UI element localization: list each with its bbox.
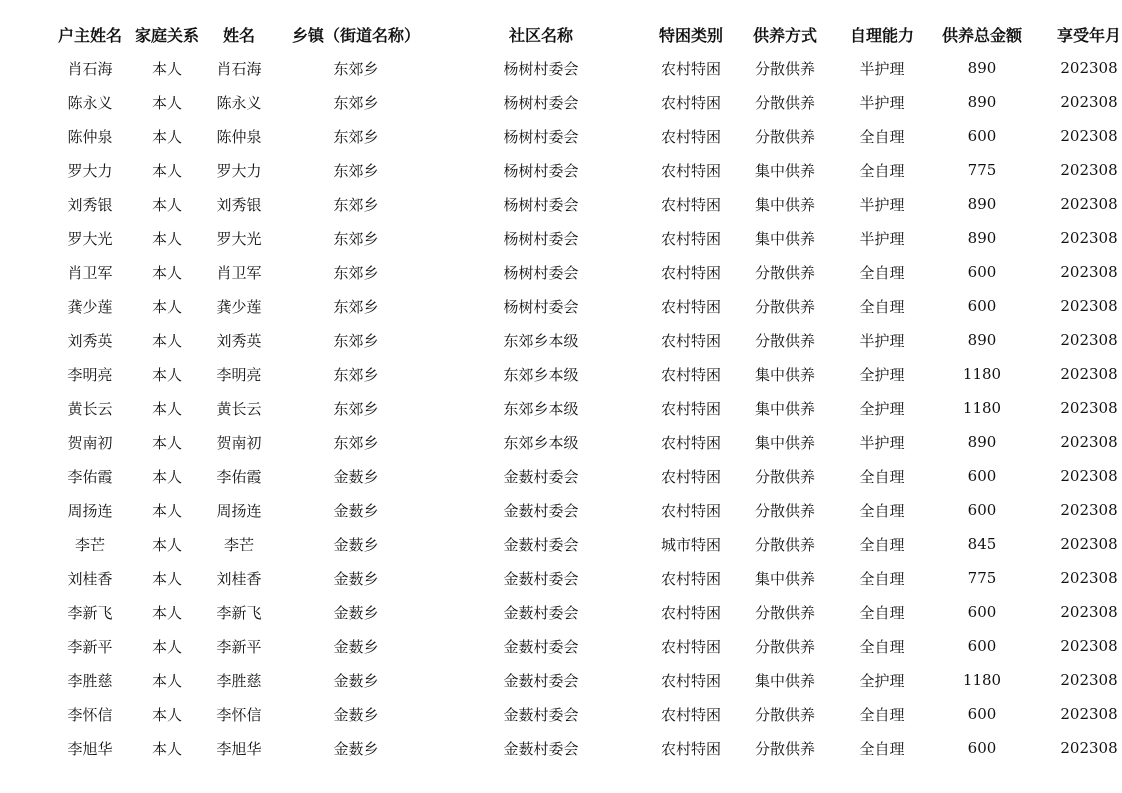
table-cell: 半护理 — [859, 331, 905, 350]
table-cell: 刘秀银 — [216, 195, 262, 214]
table-cell: 农村特困 — [660, 59, 721, 78]
table-cell: 全护理 — [859, 399, 905, 418]
header-row — [48, 17, 1122, 51]
table-cell: 李佑霞 — [216, 467, 262, 486]
table-cell: 金薮乡 — [333, 535, 379, 554]
table-cell: 本人 — [151, 195, 182, 214]
table-row — [48, 119, 1122, 153]
table-cell: 李胜慈 — [67, 671, 113, 690]
table-cell: 本人 — [151, 365, 182, 384]
table-cell: 600 — [967, 127, 997, 145]
column-header: 社区名称 — [508, 25, 573, 45]
table-cell: 890 — [967, 59, 997, 77]
table-cell: 全自理 — [859, 297, 905, 316]
table-row — [48, 731, 1122, 765]
table-cell: 本人 — [151, 263, 182, 282]
table-row — [48, 323, 1122, 357]
table-cell: 周扬连 — [216, 501, 262, 520]
table-cell: 肖石海 — [216, 59, 262, 78]
table-cell: 杨树村委会 — [503, 161, 579, 180]
table-cell: 202308 — [1060, 127, 1118, 145]
table-cell: 202308 — [1060, 399, 1118, 417]
table-cell: 农村特困 — [660, 297, 721, 316]
table-cell: 集中供养 — [754, 399, 815, 418]
table-cell: 陈永义 — [216, 93, 262, 112]
table-cell: 集中供养 — [754, 433, 815, 452]
table-cell: 全护理 — [859, 365, 905, 384]
table-cell: 杨树村委会 — [503, 195, 579, 214]
table-cell: 202308 — [1060, 501, 1118, 519]
table-cell: 分散供养 — [754, 637, 815, 656]
table-cell: 农村特困 — [660, 365, 721, 384]
table-row — [48, 221, 1122, 255]
table-cell: 本人 — [151, 161, 182, 180]
table-cell: 金薮乡 — [333, 603, 379, 622]
table-row — [48, 595, 1122, 629]
table-cell: 分散供养 — [754, 93, 815, 112]
table-cell: 东郊乡 — [333, 195, 379, 214]
table-cell: 东郊乡本级 — [503, 433, 579, 452]
table-cell: 陈仲泉 — [67, 127, 113, 146]
table-row — [48, 255, 1122, 289]
table-cell: 本人 — [151, 229, 182, 248]
table-cell: 集中供养 — [754, 569, 815, 588]
table-cell: 龚少莲 — [67, 297, 113, 316]
table-cell: 农村特困 — [660, 467, 721, 486]
table-cell: 农村特困 — [660, 569, 721, 588]
table-cell: 本人 — [151, 297, 182, 316]
column-header: 自理能力 — [849, 25, 914, 45]
table-cell: 农村特困 — [660, 331, 721, 350]
table-cell: 农村特困 — [660, 501, 721, 520]
table-cell: 黄长云 — [216, 399, 262, 418]
column-header: 家庭关系 — [134, 25, 199, 45]
table-cell: 202308 — [1060, 161, 1118, 179]
table-cell: 集中供养 — [754, 195, 815, 214]
table-cell: 775 — [967, 161, 997, 179]
table-cell: 202308 — [1060, 331, 1118, 349]
table-cell: 东郊乡 — [333, 93, 379, 112]
table-cell: 金薮村委会 — [503, 569, 579, 588]
table-row — [48, 289, 1122, 323]
table-cell: 东郊乡 — [333, 229, 379, 248]
table-cell: 李胜慈 — [216, 671, 262, 690]
table-cell: 金薮乡 — [333, 467, 379, 486]
table-cell: 本人 — [151, 59, 182, 78]
table-cell: 金薮村委会 — [503, 467, 579, 486]
table-cell: 杨树村委会 — [503, 127, 579, 146]
table-cell: 本人 — [151, 93, 182, 112]
table-cell: 本人 — [151, 603, 182, 622]
table-cell: 农村特困 — [660, 195, 721, 214]
table-cell: 分散供养 — [754, 467, 815, 486]
support-recipients-table — [48, 17, 1122, 765]
table-cell: 金薮村委会 — [503, 671, 579, 690]
table-cell: 东郊乡 — [333, 433, 379, 452]
table-cell: 贺南初 — [67, 433, 113, 452]
table-cell: 刘秀银 — [67, 195, 113, 214]
table-cell: 李明亮 — [216, 365, 262, 384]
table-cell: 全自理 — [859, 263, 905, 282]
table-cell: 分散供养 — [754, 705, 815, 724]
table-cell: 农村特困 — [660, 399, 721, 418]
table-cell: 贺南初 — [216, 433, 262, 452]
table-cell: 890 — [967, 433, 997, 451]
table-cell: 金薮乡 — [333, 705, 379, 724]
table-cell: 分散供养 — [754, 127, 815, 146]
table-cell: 东郊乡 — [333, 59, 379, 78]
table-cell: 金薮村委会 — [503, 535, 579, 554]
table-cell: 半护理 — [859, 93, 905, 112]
table-cell: 金薮乡 — [333, 671, 379, 690]
table-cell: 金薮乡 — [333, 501, 379, 520]
table-cell: 全自理 — [859, 637, 905, 656]
table-row — [48, 697, 1122, 731]
table-cell: 1180 — [962, 671, 1002, 689]
table-cell: 农村特困 — [660, 263, 721, 282]
table-cell: 城市特困 — [660, 535, 721, 554]
column-header: 姓名 — [222, 25, 255, 45]
table-cell: 890 — [967, 93, 997, 111]
table-row — [48, 425, 1122, 459]
table-cell: 全自理 — [859, 535, 905, 554]
table-cell: 本人 — [151, 569, 182, 588]
table-cell: 全护理 — [859, 671, 905, 690]
table-cell: 肖石海 — [67, 59, 113, 78]
table-cell: 刘秀英 — [67, 331, 113, 350]
table-cell: 半护理 — [859, 59, 905, 78]
table-cell: 黄长云 — [67, 399, 113, 418]
table-cell: 全自理 — [859, 467, 905, 486]
table-cell: 分散供养 — [754, 603, 815, 622]
table-cell: 农村特困 — [660, 229, 721, 248]
table-row — [48, 391, 1122, 425]
table-cell: 罗大光 — [216, 229, 262, 248]
table-cell: 金薮村委会 — [503, 637, 579, 656]
table-cell: 李新飞 — [67, 603, 113, 622]
table-cell: 东郊乡本级 — [503, 365, 579, 384]
table-header — [48, 17, 1122, 51]
table-cell: 分散供养 — [754, 739, 815, 758]
table-cell: 刘桂香 — [216, 569, 262, 588]
table-cell: 890 — [967, 229, 997, 247]
table-row — [48, 357, 1122, 391]
table-cell: 李旭华 — [216, 739, 262, 758]
table-cell: 半护理 — [859, 195, 905, 214]
table-cell: 202308 — [1060, 297, 1118, 315]
table-cell: 202308 — [1060, 739, 1118, 757]
table-cell: 东郊乡本级 — [503, 331, 579, 350]
table-cell: 202308 — [1060, 365, 1118, 383]
table-cell: 东郊乡 — [333, 161, 379, 180]
table-cell: 杨树村委会 — [503, 93, 579, 112]
column-header: 供养方式 — [752, 25, 817, 45]
table-cell: 202308 — [1060, 603, 1118, 621]
table-cell: 农村特困 — [660, 637, 721, 656]
table-cell: 分散供养 — [754, 263, 815, 282]
column-header: 特困类别 — [658, 25, 723, 45]
column-header: 户主姓名 — [57, 25, 122, 45]
table-cell: 202308 — [1060, 671, 1118, 689]
table-cell: 东郊乡 — [333, 399, 379, 418]
table-cell: 金薮乡 — [333, 739, 379, 758]
table-cell: 本人 — [151, 671, 182, 690]
table-cell: 李新飞 — [216, 603, 262, 622]
table-cell: 东郊乡 — [333, 127, 379, 146]
table-cell: 本人 — [151, 535, 182, 554]
table-cell: 半护理 — [859, 433, 905, 452]
table-cell: 890 — [967, 195, 997, 213]
table-cell: 杨树村委会 — [503, 297, 579, 316]
table-cell: 集中供养 — [754, 161, 815, 180]
table-cell: 罗大力 — [216, 161, 262, 180]
table-cell: 600 — [967, 637, 997, 655]
table-row — [48, 153, 1122, 187]
table-cell: 本人 — [151, 739, 182, 758]
table-cell: 集中供养 — [754, 365, 815, 384]
table-cell: 东郊乡 — [333, 297, 379, 316]
table-cell: 李旭华 — [67, 739, 113, 758]
table-cell: 1180 — [962, 399, 1002, 417]
table-cell: 全自理 — [859, 569, 905, 588]
table-cell: 东郊乡本级 — [503, 399, 579, 418]
table-cell: 罗大光 — [67, 229, 113, 248]
table-cell: 分散供养 — [754, 59, 815, 78]
table-cell: 全自理 — [859, 603, 905, 622]
table-cell: 李明亮 — [67, 365, 113, 384]
table-cell: 本人 — [151, 467, 182, 486]
table-cell: 775 — [967, 569, 997, 587]
table-cell: 李芒 — [223, 535, 254, 554]
table-cell: 东郊乡 — [333, 365, 379, 384]
table-cell: 农村特困 — [660, 671, 721, 690]
table-cell: 202308 — [1060, 637, 1118, 655]
table-cell: 杨树村委会 — [503, 263, 579, 282]
table-cell: 全自理 — [859, 705, 905, 724]
table-cell: 金薮乡 — [333, 569, 379, 588]
table-cell: 本人 — [151, 433, 182, 452]
table-cell: 本人 — [151, 127, 182, 146]
table-cell: 金薮村委会 — [503, 603, 579, 622]
column-header: 供养总金额 — [941, 25, 1022, 45]
table-cell: 陈仲泉 — [216, 127, 262, 146]
table-cell: 罗大力 — [67, 161, 113, 180]
table-row — [48, 527, 1122, 561]
table-cell: 本人 — [151, 399, 182, 418]
table-cell: 集中供养 — [754, 671, 815, 690]
table-cell: 陈永义 — [67, 93, 113, 112]
table-cell: 刘桂香 — [67, 569, 113, 588]
table-cell: 202308 — [1060, 433, 1118, 451]
table-cell: 半护理 — [859, 229, 905, 248]
table-cell: 李新平 — [216, 637, 262, 656]
table-cell: 202308 — [1060, 59, 1118, 77]
table-cell: 周扬连 — [67, 501, 113, 520]
table-cell: 农村特困 — [660, 739, 721, 758]
table-cell: 600 — [967, 705, 997, 723]
table-row — [48, 187, 1122, 221]
table-cell: 刘秀英 — [216, 331, 262, 350]
table-cell: 李怀信 — [67, 705, 113, 724]
table-cell: 845 — [967, 535, 997, 553]
table-cell: 202308 — [1060, 195, 1118, 213]
table-cell: 202308 — [1060, 93, 1118, 111]
table-cell: 肖卫军 — [67, 263, 113, 282]
table-cell: 龚少莲 — [216, 297, 262, 316]
table-cell: 分散供养 — [754, 535, 815, 554]
table-cell: 本人 — [151, 637, 182, 656]
table-cell: 202308 — [1060, 535, 1118, 553]
table-cell: 金薮乡 — [333, 637, 379, 656]
table-cell: 农村特困 — [660, 603, 721, 622]
table-cell: 杨树村委会 — [503, 59, 579, 78]
table-cell: 集中供养 — [754, 229, 815, 248]
table-cell: 农村特困 — [660, 127, 721, 146]
column-header: 乡镇（街道名称） — [291, 25, 420, 45]
table-cell: 全自理 — [859, 501, 905, 520]
table-cell: 600 — [967, 263, 997, 281]
table-cell: 本人 — [151, 331, 182, 350]
table-cell: 肖卫军 — [216, 263, 262, 282]
table-cell: 分散供养 — [754, 331, 815, 350]
table-cell: 202308 — [1060, 263, 1118, 281]
table-cell: 农村特困 — [660, 161, 721, 180]
table-cell: 农村特困 — [660, 93, 721, 112]
table-cell: 600 — [967, 739, 997, 757]
table-cell: 金薮村委会 — [503, 705, 579, 724]
table-cell: 202308 — [1060, 705, 1118, 723]
table-cell: 890 — [967, 331, 997, 349]
table-cell: 农村特困 — [660, 705, 721, 724]
table-body — [48, 51, 1122, 765]
table-cell: 1180 — [962, 365, 1002, 383]
table-cell: 全自理 — [859, 161, 905, 180]
table-cell: 李佑霞 — [67, 467, 113, 486]
table-cell: 本人 — [151, 705, 182, 724]
table-cell: 全自理 — [859, 127, 905, 146]
table-cell: 金薮村委会 — [503, 739, 579, 758]
table-cell: 600 — [967, 501, 997, 519]
table-row — [48, 51, 1122, 85]
table-row — [48, 493, 1122, 527]
table-cell: 202308 — [1060, 569, 1118, 587]
table-cell: 202308 — [1060, 229, 1118, 247]
table-cell: 分散供养 — [754, 501, 815, 520]
table-cell: 东郊乡 — [333, 263, 379, 282]
table-row — [48, 629, 1122, 663]
table-cell: 李新平 — [67, 637, 113, 656]
table-cell: 本人 — [151, 501, 182, 520]
table-cell: 600 — [967, 467, 997, 485]
table-cell: 李芒 — [74, 535, 105, 554]
table-cell: 杨树村委会 — [503, 229, 579, 248]
table-cell: 600 — [967, 297, 997, 315]
table-cell: 600 — [967, 603, 997, 621]
table-cell: 全自理 — [859, 739, 905, 758]
table-row — [48, 459, 1122, 493]
table-row — [48, 663, 1122, 697]
table-cell: 李怀信 — [216, 705, 262, 724]
table-row — [48, 561, 1122, 595]
table-cell: 东郊乡 — [333, 331, 379, 350]
table-cell: 202308 — [1060, 467, 1118, 485]
column-header: 享受年月 — [1056, 25, 1121, 45]
table-row — [48, 85, 1122, 119]
table-cell: 分散供养 — [754, 297, 815, 316]
table-cell: 金薮村委会 — [503, 501, 579, 520]
table-cell: 农村特困 — [660, 433, 721, 452]
